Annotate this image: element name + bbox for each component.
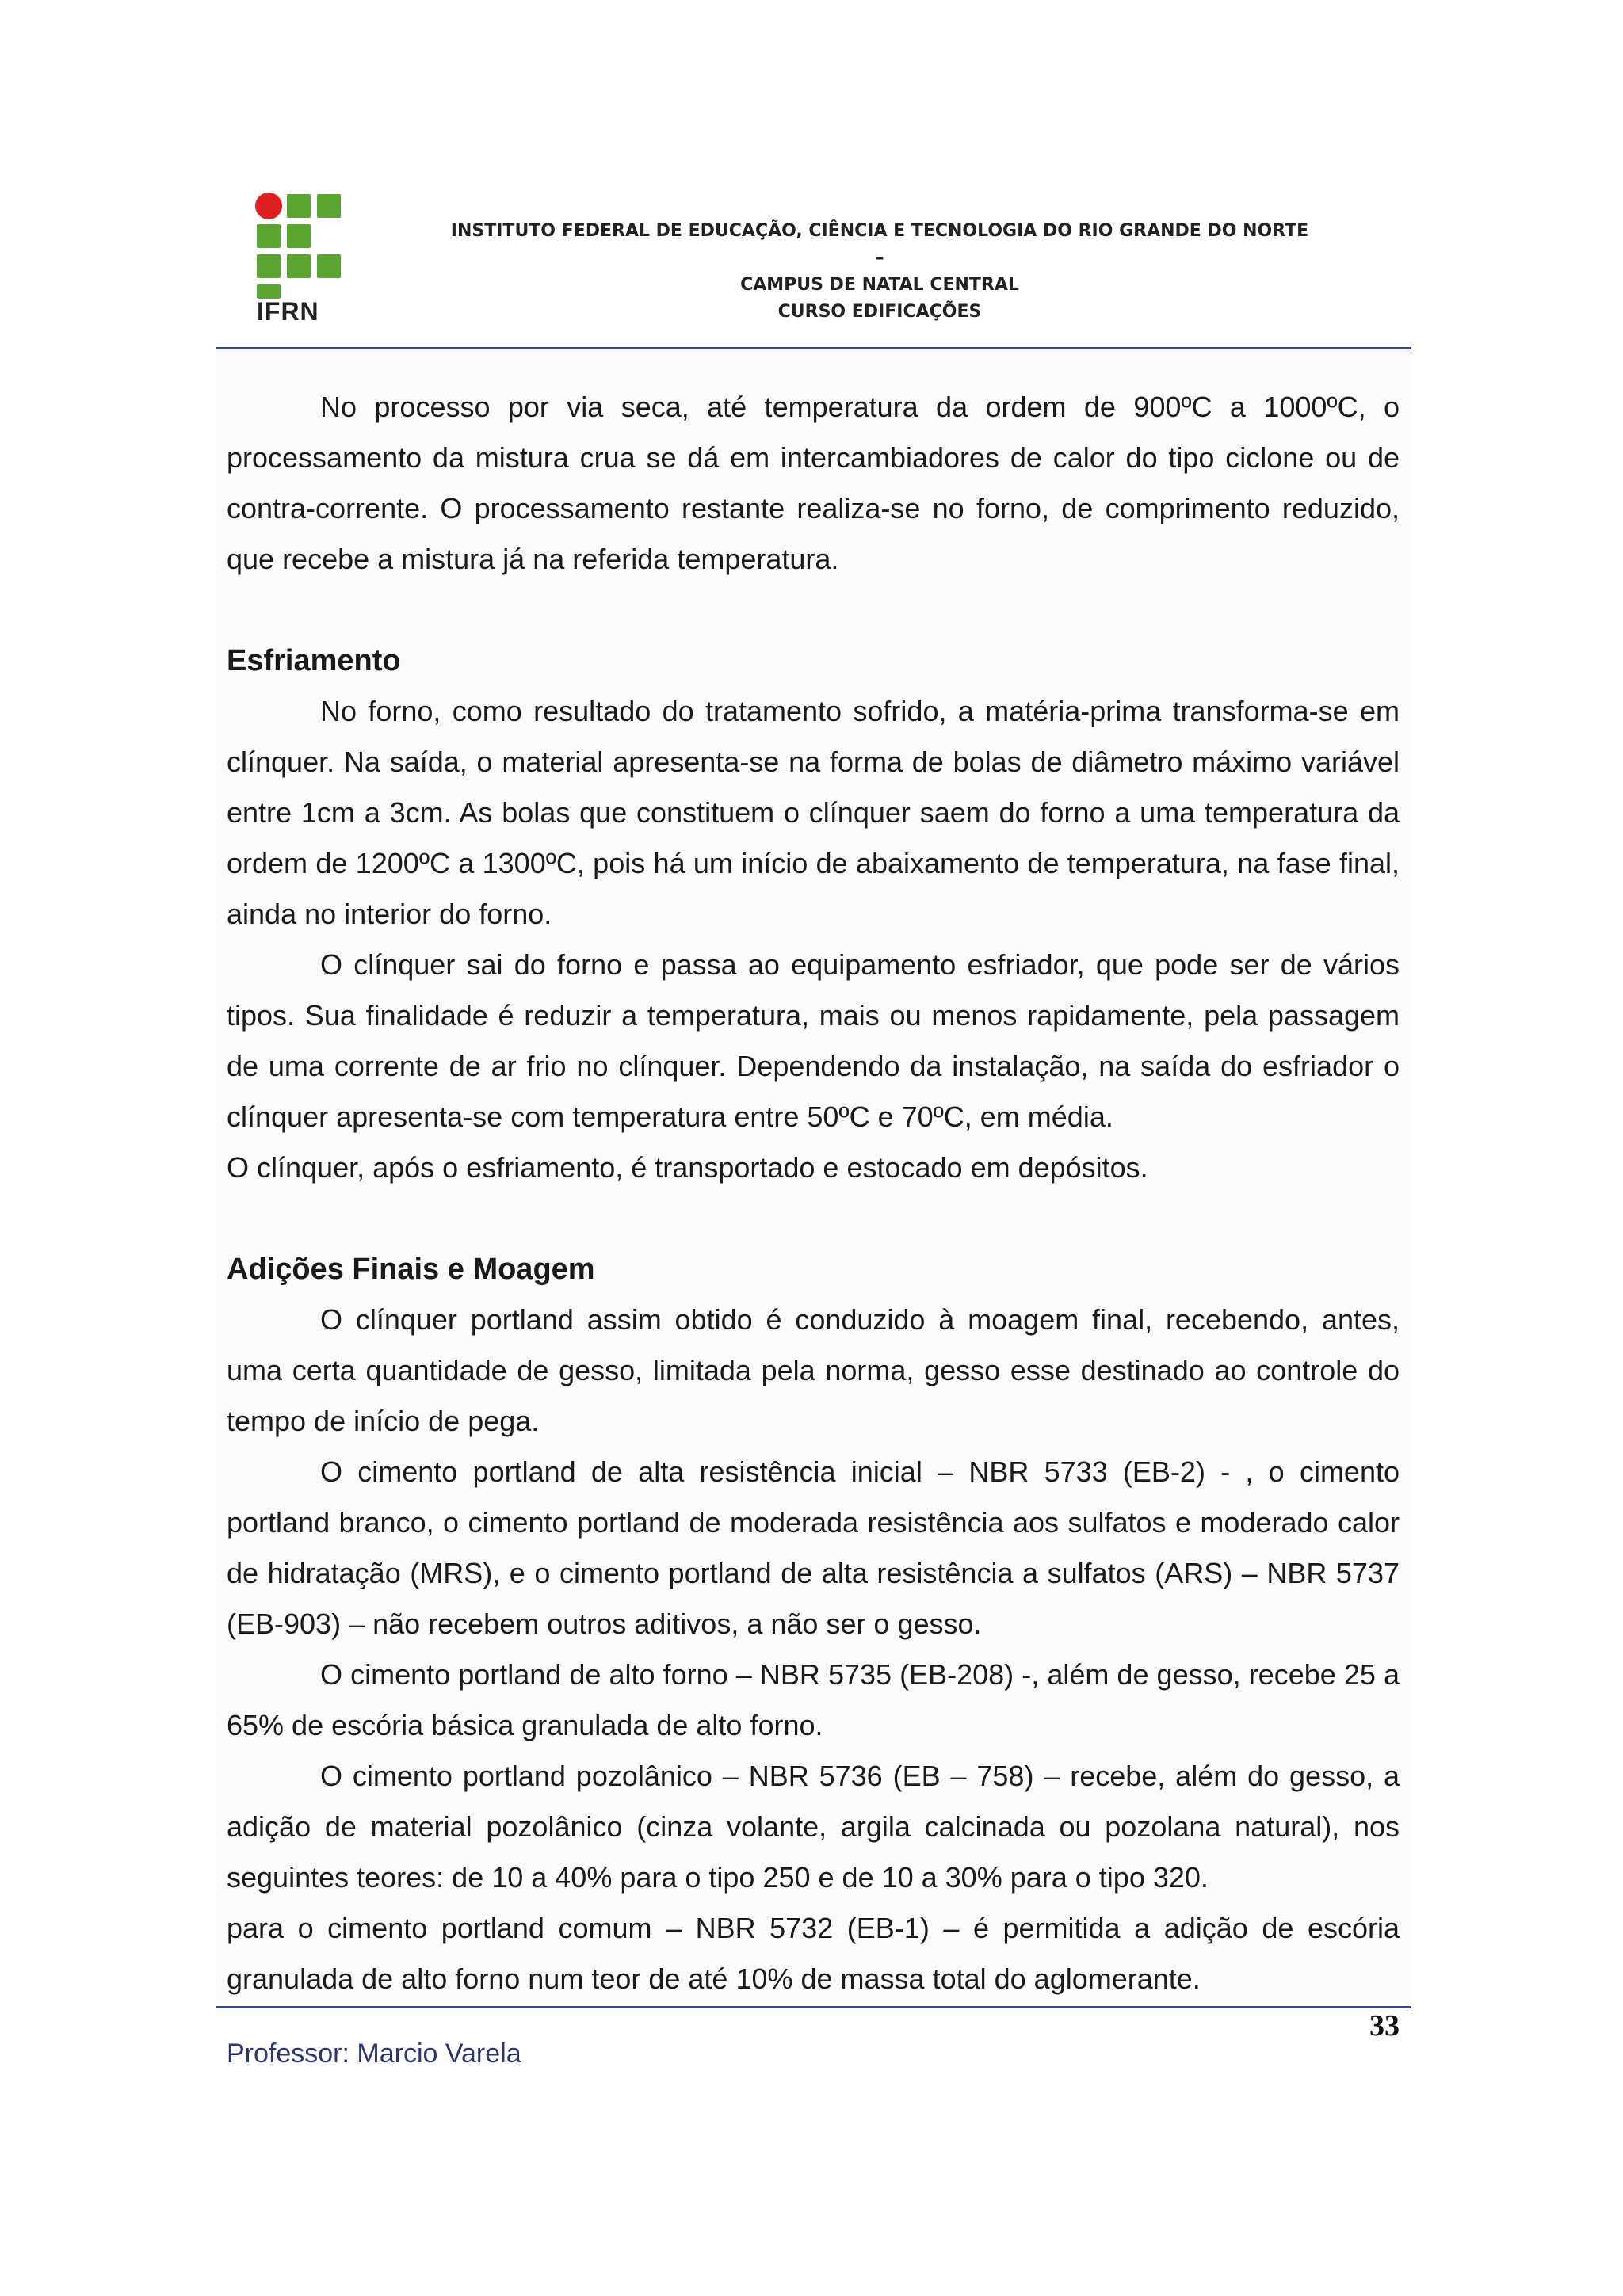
institution-header (444, 218, 1316, 326)
paragraph: No forno, como resultado do tratamento sofrido, a matéria-prima transforma-se em clínquer. Na saída, o material apresenta-se na forma de bolas de diâmetro máximo variável entre 1cm a 3cm. As bolas que constituem o clínquer saem do forno a uma temperatura da ordem de 1200ºC a 1300ºC, pois há um início de abaixamento de temperatura, na fase final, ainda no interior do forno. (227, 695, 1400, 930)
logo-text: IFRN (257, 297, 319, 326)
paragraph: O clínquer, após o esfriamento, é transportado e estocado em depósitos. (227, 1151, 1148, 1184)
header-rule (216, 347, 1411, 349)
page-number: 33 (1369, 2009, 1400, 2042)
logo-square (287, 224, 311, 248)
ifrn-logo (255, 193, 342, 327)
logo-square (287, 254, 311, 278)
footer-professor: Professor: Marcio Varela (227, 2039, 521, 2069)
section-heading-esfriamento: Esfriamento (227, 644, 401, 677)
paragraph: O clínquer portland assim obtido é conduzido à moagem final, recebendo, antes, uma certa quantidade de gesso, limitada pela norma, gesso esse destinado ao controle do tempo de início de pega. (227, 1303, 1400, 1437)
header-line-2: CAMPUS DE NATAL CENTRAL (740, 275, 1019, 295)
section-heading-adicoes: Adições Finais e Moagem (227, 1253, 595, 1286)
footer-rule (216, 2006, 1411, 2008)
logo-square (317, 254, 341, 278)
header-line-3: CURSO EDIFICAÇÕES (777, 302, 982, 322)
paragraph: O cimento portland pozolânico – NBR 5736 (EB – 758) – recebe, além do gesso, a adição de material pozolânico (cinza volante, argila calcinada ou pozolana natural), nos seguintes teores: de 10 a 40% para o tipo 250 e de 10 a 30% para o tipo 320. (227, 1760, 1400, 1894)
logo-square (257, 254, 281, 278)
document-body (227, 382, 1400, 2004)
logo-square (317, 194, 341, 218)
logo-square (287, 194, 311, 218)
logo-square (257, 224, 281, 248)
paragraph: No processo por via seca, até temperatura da ordem de 900ºC a 1000ºC, o processamento da mistura crua se dá em intercambiadores de calor do tipo ciclone ou de contra-corrente. O processamento restante realiza-se no forno, de comprimento reduzido, que recebe a mistura já na referida temperatura. (227, 391, 1400, 575)
paragraph: O clínquer sai do forno e passa ao equipamento esfriador, que pode ser de vários tipos. Sua finalidade é reduzir a temperatura, mais ou menos rapidamente, pela passagem de uma corrente de ar frio no clínquer. Dependendo da instalação, na saída do esfriador o clínquer apresenta-se com temperatura entre 50ºC e 70ºC, em média. (227, 948, 1400, 1133)
paragraph: O cimento portland de alto forno – NBR 5735 (EB-208) -, além de gesso, recebe 25 a 65% de escória básica granulada de alto forno. (227, 1658, 1400, 1741)
header-line-1: INSTITUTO FEDERAL DE EDUCAÇÃO, CIÊNCIA E TECNOLOGIA DO RIO GRANDE DO NORTE – (450, 221, 1309, 268)
logo-red-dot (255, 193, 282, 219)
paragraph: O cimento portland de alta resistência inicial – NBR 5733 (EB-2) - , o cimento portland branco, o cimento portland de moderada resistência aos sulfatos e moderado calor de hidratação (MRS), e o cimento portland de alta resistência a sulfatos (ARS) – NBR 5737 (EB-903) – não recebem outros aditivos, a não ser o gesso. (227, 1455, 1400, 1640)
paragraph: para o cimento portland comum – NBR 5732 (EB-1) – é permitida a adição de escória granulada de alto forno num teor de até 10% de massa total do aglomerante. (227, 1912, 1400, 1995)
